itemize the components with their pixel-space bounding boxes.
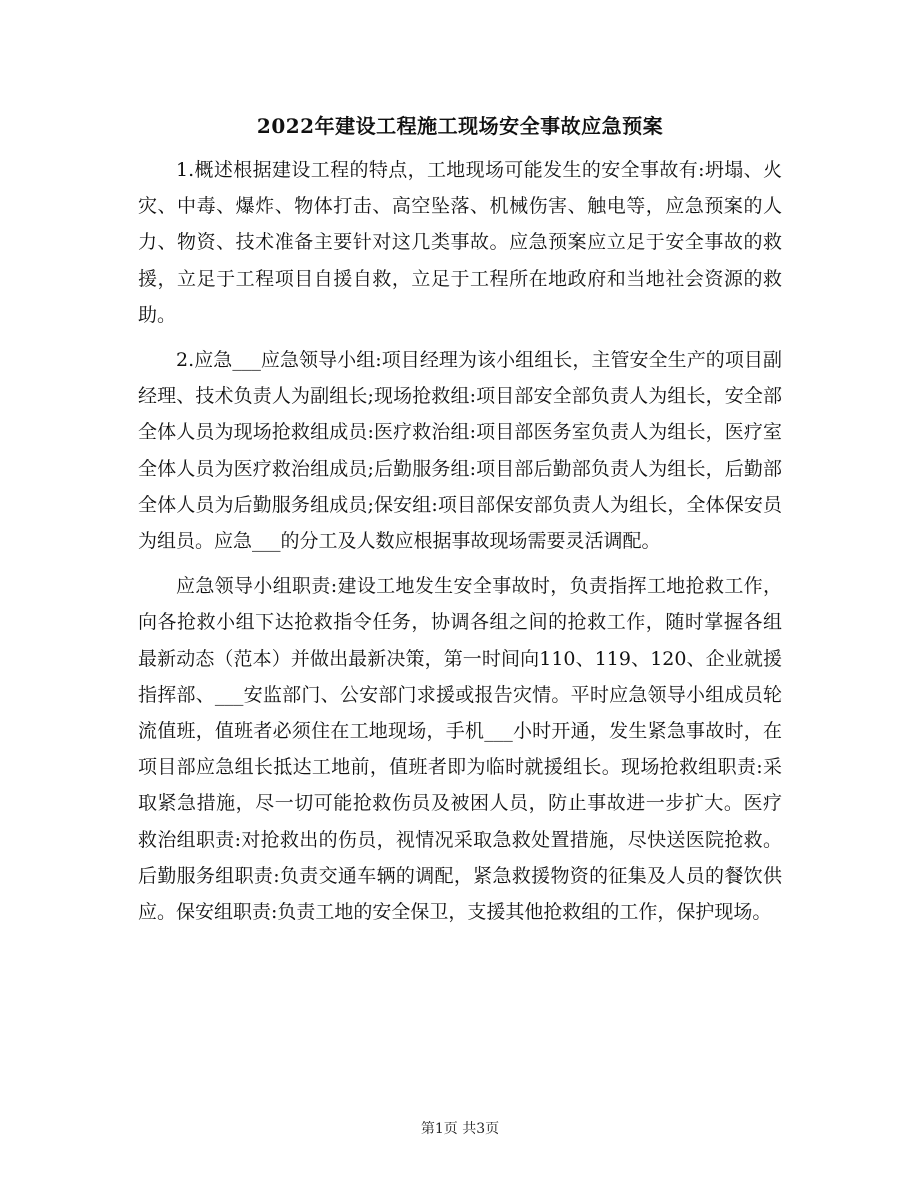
document-body [138,152,782,939]
document-title: 2022年建设工程施工现场安全事故应急预案 [256,114,664,138]
paragraph-emergency-organization: 2.应急___应急领导小组:项目经理为该小组组长，主管安全生产的项目副经理、技术负责人为副组长;现场抢救组:项目部安全部负责人为组长，安全部全体人员为现场抢救组成员:医疗救治组:项目部医务室负责人为组长，医疗室全体人员为医疗救治组成员;后勤服务组:项目部后勤部负责人为组长，后勤部全体人员为后勤服务组成员;保安组:项目部保安部负责人为组长，全体保安员为组员。应急___的分工及人数应根据事故现场需要灵活调配。 [138,349,782,553]
page-footer: 第1页 共3页 [420,1121,500,1137]
paragraph-overview: 1.概述根据建设工程的特点，工地现场可能发生的安全事故有:坍塌、火灾、中毒、爆炸、物体打击、高空坠落、机械伤害、触电等，应急预案的人力、物资、技术准备主要针对这几类事故。应急预案应立足于安全事故的救援，立足于工程项目自援自救，立足于工程所在地政府和当地社会资源的救助。 [138,159,782,326]
paragraph-responsibilities: 应急领导小组职责:建设工地发生安全事故时，负责指挥工地抢救工作，向各抢救小组下达抢救指令任务，协调各组之间的抢救工作，随时掌握各组最新动态（范本）并做出最新决策，第一时间向110、119、120、企业就援指挥部、___安监部门、公安部门求援或报告灾情。平时应急领导小组成员轮流值班，值班者必须住在工地现场，手机___小时开通，发生紧急事故时，在项目部应急组长抵达工地前，值班者即为临时就援组长。现场抢救组职责:采取紧急措施，尽一切可能抢救伤员及被困人员，防止事故进一步扩大。医疗救治组职责:对抢救出的伤员，视情况采取急救处置措施，尽快送医院抢救。后勤服务组职责:负责交通车辆的调配，紧急救援物资的征集及人员的餐饮供应。保安组职责:负责工地的安全保卫，支援其他抢救组的工作，保护现场。 [138,575,782,924]
